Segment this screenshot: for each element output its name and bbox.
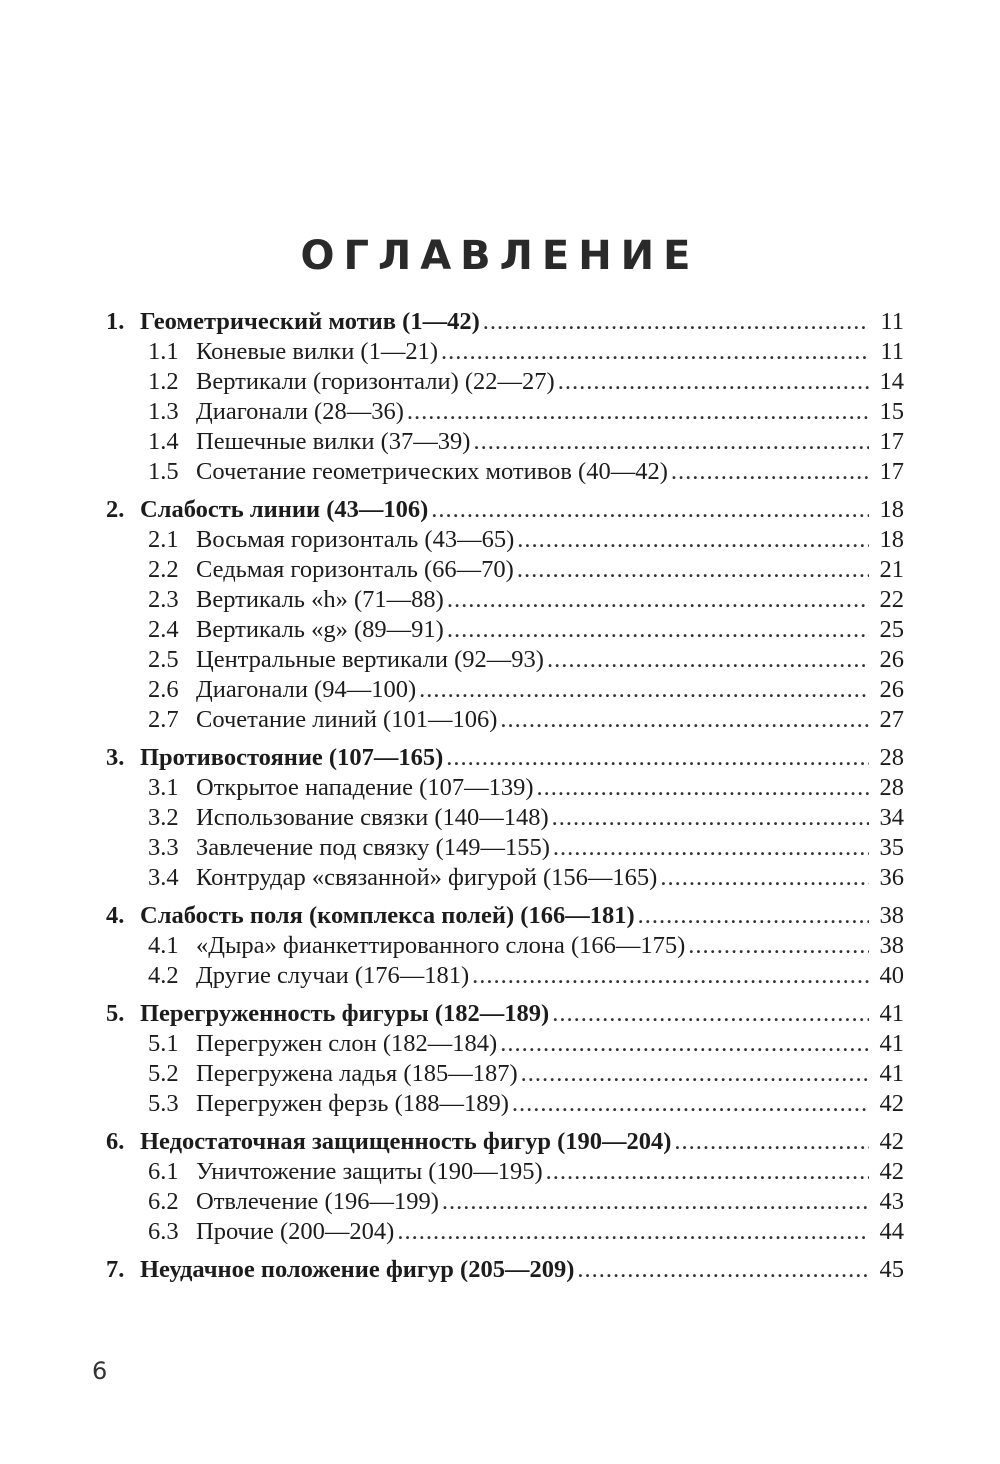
page-ref: 27 [879, 706, 904, 733]
dot-leader [512, 1089, 869, 1119]
dot-leader [558, 367, 869, 397]
subsection-number: 3.3 [148, 834, 179, 861]
dot-leader [638, 901, 869, 931]
subsection-title: Восьмая горизонталь (43—65) [196, 526, 515, 553]
toc-subsection-entry [106, 1029, 904, 1059]
toc-subsection-entry [106, 961, 904, 991]
page-ref: 14 [879, 368, 904, 395]
page-ref: 21 [879, 556, 904, 583]
dot-leader [446, 743, 869, 773]
page-ref: 11 [880, 338, 904, 365]
page-ref: 42 [879, 1128, 904, 1155]
toc-subsection-entry [106, 803, 904, 833]
subsection-number: 5.3 [148, 1090, 179, 1117]
toc-subsection-entry [106, 863, 904, 893]
section-title: Недостаточная защищенность фигур (190—204) [140, 1128, 672, 1155]
dot-leader [547, 645, 869, 675]
subsection-title: Вертикали (горизонтали) (22—27) [196, 368, 555, 395]
toc-subsection-entry [106, 773, 904, 803]
toc-section-entry [106, 901, 904, 931]
page-ref: 25 [879, 616, 904, 643]
dot-leader [397, 1217, 869, 1247]
dot-leader [660, 863, 869, 893]
section-number: 6. [106, 1128, 125, 1155]
subsection-number: 1.4 [148, 428, 179, 455]
toc-subsection-entry [106, 585, 904, 615]
subsection-title: Центральные вертикали (92—93) [196, 646, 544, 673]
subsection-title: Уничтожение защиты (190—195) [196, 1158, 543, 1185]
subsection-title: Открытое нападение (107—139) [196, 774, 534, 801]
toc-subsection-entry [106, 1059, 904, 1089]
dot-leader [688, 931, 869, 961]
dot-leader [553, 833, 869, 863]
subsection-title: Вертикаль «g» (89—91) [196, 616, 444, 643]
subsection-number: 3.4 [148, 864, 179, 891]
section-title: Слабость линии (43—106) [140, 496, 429, 523]
section-title: Перегруженность фигуры (182—189) [140, 1000, 550, 1027]
dot-leader [546, 1157, 869, 1187]
page-ref: 43 [879, 1188, 904, 1215]
subsection-title: Коневые вилки (1—21) [196, 338, 438, 365]
dot-leader [521, 1059, 869, 1089]
subsection-number: 2.3 [148, 586, 179, 613]
page-ref: 41 [879, 1060, 904, 1087]
dot-leader [442, 1187, 869, 1217]
subsection-number: 5.1 [148, 1030, 179, 1057]
toc-subsection-entry [106, 367, 904, 397]
page-ref: 17 [879, 428, 904, 455]
section-title: Неудачное положение фигур (205—209) [140, 1256, 575, 1283]
subsection-title: Сочетание линий (101—106) [196, 706, 498, 733]
page-number: 6 [92, 1357, 108, 1385]
subsection-number: 6.1 [148, 1158, 179, 1185]
subsection-number: 2.7 [148, 706, 179, 733]
subsection-title: Контрудар «связанной» фигурой (156—165) [196, 864, 658, 891]
dot-leader [577, 1255, 869, 1285]
page-ref: 45 [879, 1256, 904, 1283]
toc-subsection-entry [106, 645, 904, 675]
toc-subsection-entry [106, 615, 904, 645]
toc-section-entry [106, 743, 904, 773]
subsection-title: Перегружен слон (182—184) [196, 1030, 498, 1057]
page-ref: 28 [879, 744, 904, 771]
dot-leader [483, 307, 869, 337]
dot-leader [552, 803, 869, 833]
toc-section-entry [106, 1127, 904, 1157]
dot-leader [447, 585, 869, 615]
page-ref: 26 [879, 646, 904, 673]
page-ref: 11 [880, 308, 904, 335]
dot-leader [431, 495, 869, 525]
dot-leader [500, 1029, 869, 1059]
subsection-title: Завлечение под связку (149—155) [196, 834, 550, 861]
subsection-title: Вертикаль «h» (71—88) [196, 586, 444, 613]
subsection-number: 6.3 [148, 1218, 179, 1245]
toc-subsection-entry [106, 931, 904, 961]
dot-leader [674, 1127, 869, 1157]
dot-leader [517, 555, 869, 585]
page-ref: 40 [879, 962, 904, 989]
toc-subsection-entry [106, 1157, 904, 1187]
section-number: 7. [106, 1256, 125, 1283]
subsection-number: 1.3 [148, 398, 179, 425]
dot-leader [552, 999, 869, 1029]
subsection-number: 1.1 [148, 338, 179, 365]
dot-leader [407, 397, 869, 427]
dot-leader [671, 457, 869, 487]
subsection-title: Диагонали (28—36) [196, 398, 404, 425]
page-ref: 36 [879, 864, 904, 891]
page-title: ОГЛАВЛЕНИЕ [300, 233, 700, 279]
section-number: 2. [106, 496, 125, 523]
page-ref: 22 [879, 586, 904, 613]
toc-subsection-entry [106, 705, 904, 735]
subsection-title: Перегружен ферзь (188—189) [196, 1090, 509, 1117]
subsection-title: Сочетание геометрических мотивов (40—42) [196, 458, 668, 485]
subsection-number: 4.1 [148, 932, 179, 959]
section-number: 1. [106, 308, 125, 335]
page-ref: 42 [879, 1158, 904, 1185]
toc-section-entry [106, 495, 904, 525]
toc-subsection-entry [106, 555, 904, 585]
toc-subsection-entry [106, 1089, 904, 1119]
toc-subsection-entry [106, 457, 904, 487]
page-ref: 44 [879, 1218, 904, 1245]
subsection-title: Отвлечение (196—199) [196, 1188, 439, 1215]
toc-subsection-entry [106, 427, 904, 457]
subsection-number: 2.1 [148, 526, 179, 553]
subsection-number: 3.2 [148, 804, 179, 831]
page-ref: 38 [879, 902, 904, 929]
toc-subsection-entry [106, 337, 904, 367]
subsection-title: Перегружена ладья (185—187) [196, 1060, 518, 1087]
page-ref: 18 [879, 496, 904, 523]
subsection-title: Пешечные вилки (37—39) [196, 428, 471, 455]
subsection-title: Диагонали (94—100) [196, 676, 417, 703]
subsection-number: 2.2 [148, 556, 179, 583]
dot-leader [447, 615, 869, 645]
dot-leader [472, 961, 869, 991]
toc-subsection-entry [106, 833, 904, 863]
section-title: Противостояние (107—165) [140, 744, 444, 771]
toc-section-entry [106, 999, 904, 1029]
toc-subsection-entry [106, 525, 904, 555]
page-ref: 18 [879, 526, 904, 553]
page-ref: 15 [879, 398, 904, 425]
page-ref: 28 [879, 774, 904, 801]
dot-leader [441, 337, 869, 367]
page-ref: 26 [879, 676, 904, 703]
page-ref: 17 [879, 458, 904, 485]
subsection-number: 2.6 [148, 676, 179, 703]
subsection-number: 5.2 [148, 1060, 179, 1087]
subsection-number: 3.1 [148, 774, 179, 801]
page-ref: 41 [879, 1000, 904, 1027]
page-ref: 34 [879, 804, 904, 831]
dot-leader [419, 675, 869, 705]
toc-subsection-entry [106, 675, 904, 705]
page-ref: 41 [879, 1030, 904, 1057]
subsection-number: 2.5 [148, 646, 179, 673]
toc-section-entry [106, 307, 904, 337]
toc-subsection-entry [106, 1217, 904, 1247]
toc-section-entry [106, 1255, 904, 1285]
subsection-number: 1.5 [148, 458, 179, 485]
page-ref: 38 [879, 932, 904, 959]
subsection-title: Седьмая горизонталь (66—70) [196, 556, 514, 583]
subsection-title: Прочие (200—204) [196, 1218, 395, 1245]
page-ref: 42 [879, 1090, 904, 1117]
toc-subsection-entry [106, 397, 904, 427]
dot-leader [500, 705, 869, 735]
section-number: 5. [106, 1000, 125, 1027]
section-number: 4. [106, 902, 125, 929]
section-number: 3. [106, 744, 125, 771]
subsection-title: «Дыра» фианкеттированного слона (166—175) [196, 932, 686, 959]
subsection-number: 4.2 [148, 962, 179, 989]
dot-leader [517, 525, 869, 555]
page-ref: 35 [879, 834, 904, 861]
subsection-number: 6.2 [148, 1188, 179, 1215]
section-title: Геометрический мотив (1—42) [140, 308, 480, 335]
subsection-title: Использование связки (140—148) [196, 804, 549, 831]
toc-subsection-entry [106, 1187, 904, 1217]
subsection-number: 2.4 [148, 616, 179, 643]
subsection-number: 1.2 [148, 368, 179, 395]
table-of-contents [106, 307, 904, 1285]
subsection-title: Другие случаи (176—181) [196, 962, 470, 989]
section-title: Слабость поля (комплекса полей) (166—181) [140, 902, 635, 929]
dot-leader [473, 427, 869, 457]
dot-leader [536, 773, 869, 803]
